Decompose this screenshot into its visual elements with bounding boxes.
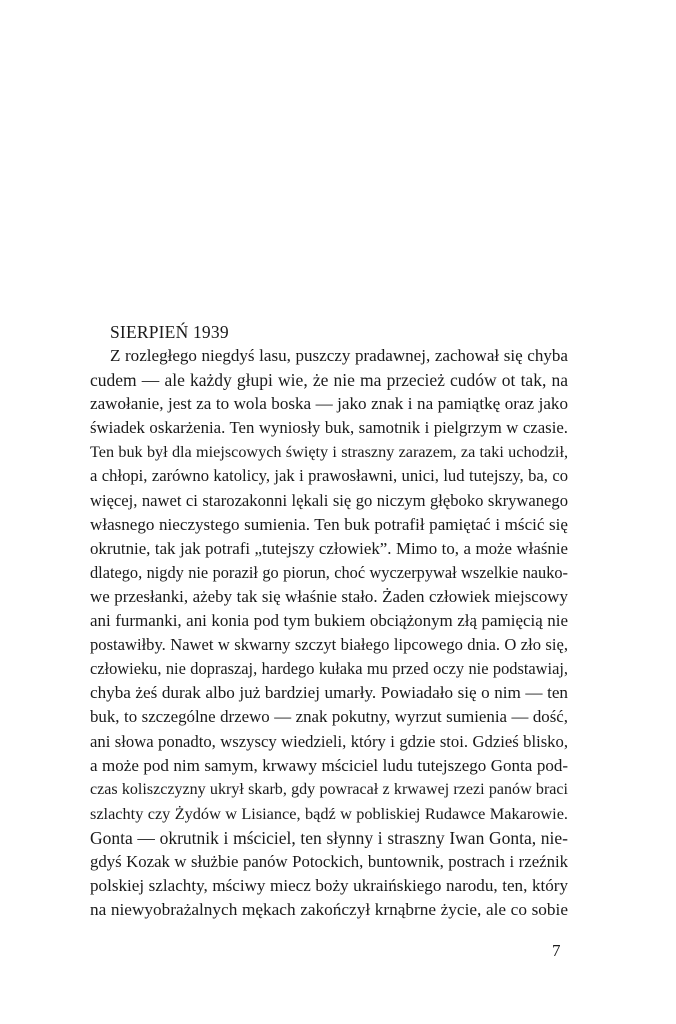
text-line: szlachty czy Żydów w Lisiance, bądź w pobliskiej Rudawce Makarowie. [90,803,568,823]
text-line: Gonta — okrutnik i mściciel, ten słynny i straszny Iwan Gonta, nie- [90,827,568,848]
text-line: ani słowa ponadto, wszyscy wiedzieli, który i gdzie stoi. Gdzieś blisko, [90,731,568,751]
body-text [90,344,568,922]
text-line: cudem — ale każdy głupi wie, że nie ma przecież cudów ot tak, na [90,370,568,391]
text-line: okrutnie, tak jak potrafi „tutejszy człowiek”. Mimo to, a może właśnie [90,538,568,558]
text-line: buk, to szczególne drzewo — znak pokutny, wyrzut sumienia — dość, [90,707,568,727]
text-line: zawołanie, jest za to wola boska — jako znak i na pamiątkę oraz jako [90,394,568,414]
chapter-heading: SIERPIEŃ 1939 [110,322,229,342]
text-line: a chłopi, zarówno katolicy, jak i prawosławni, unici, lud tutejszy, ba, co [90,466,568,486]
text-line: we przesłanki, ażeby tak się właśnie stało. Żaden człowiek miejscowy [90,586,568,606]
text-line: własnego nieczystego sumienia. Ten buk potrafił pamiętać i mścić się [90,514,568,534]
text-line: czas koliszczyzny ukrył skarb, gdy powracał z krwawej rzezi panów braci [90,780,568,798]
text-line: ani furmanki, ani konia pod tym bukiem obciążonym złą pamięcią nie [90,611,568,631]
text-line: Ten buk był dla miejscowych święty i straszny zarazem, za taki uchodził, [90,443,568,462]
text-line: a może pod nim samym, krwawy mściciel ludu tutejszego Gonta pod- [90,755,568,775]
text-line: chyba żeś durak albo już bardziej umarły. Powiadało się o nim — ten [90,683,568,703]
text-line: dlatego, nigdy nie poraził go piorun, choć wyczerpywał wszelkie nauko- [90,562,568,582]
page-number: 7 [552,941,561,960]
text-line: człowieku, nie dopraszaj, hardego kułaka mu przed oczy nie podstawiaj, [90,659,568,679]
text-line: Z rozległego niegdyś lasu, puszczy pradawnej, zachował się chyba [110,346,568,365]
text-line: postawiłby. Nawet w skwarny szczyt białego lipcowego dnia. O zło się, [90,635,568,655]
text-line: gdyś Kozak w służbie panów Potockich, buntownik, postrach i rzeźnik [90,851,568,871]
text-line: więcej, nawet ci starozakonni lękali się go niczym głęboko skrywanego [90,490,568,510]
text-line: polskiej szlachty, mściwy miecz boży ukraińskiego narodu, ten, który [90,876,568,896]
text-line: świadek oskarżenia. Ten wyniosły buk, samotnik i pielgrzym w czasie. [90,418,568,438]
text-line: na niewyobrażalnych mękach zakończył krnąbrne życie, ale co sobie [90,900,568,920]
